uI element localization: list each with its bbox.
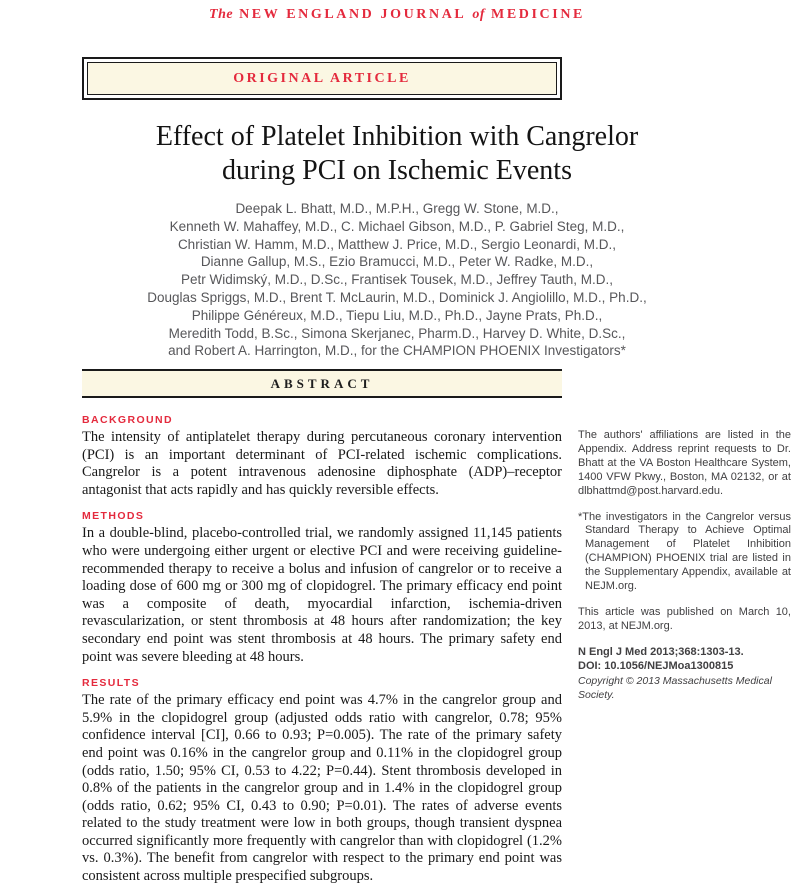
masthead-the: The <box>209 7 234 22</box>
original-article-banner <box>82 57 562 100</box>
author-line: Christian W. Hamm, M.D., Matthew J. Price, M.D., Sergio Leonardi, M.D., <box>177 236 617 252</box>
section-results <box>82 677 562 886</box>
article-title-line1: Effect of Platelet Inhibition with Cangrelor <box>155 121 639 152</box>
doi-line: DOI: 10.1056/NEJMoa1300815 <box>578 659 734 672</box>
original-article-label: ORIGINAL ARTICLE <box>87 62 557 95</box>
section-body-background: The intensity of antiplatelet therapy during percutaneous coronary intervention (PCI) is an important determinant of PCI-related ischemic complications. Cangrelor is a potent intravenous adenosine diphosphate (ADP)–receptor antagonist that acts rapidly and has quickly reversible effects. <box>82 429 562 498</box>
author-line: Douglas Spriggs, M.D., Brent T. McLaurin, M.D., Dominick J. Angiolillo, M.D., Ph.D., <box>147 289 647 305</box>
masthead-of: of <box>472 7 486 22</box>
sidebar-notes <box>578 429 791 702</box>
published-note: This article was published on March 10, 2013, at NEJM.org. <box>578 605 791 632</box>
copyright-line: Copyright © 2013 Massachusetts Medical Society. <box>578 674 772 701</box>
author-line: Philippe Généreux, M.D., Tiepu Liu, M.D., Ph.D., Jayne Prats, Ph.D., <box>191 307 603 323</box>
author-line: Deepak L. Bhatt, M.D., M.P.H., Gregg W. Stone, M.D., <box>235 201 559 216</box>
abstract-column <box>82 414 562 890</box>
author-line: Petr Widimský, M.D., D.Sc., Frantisek Tousek, M.D., Jeffrey Tauth, M.D., <box>180 272 614 288</box>
article-title-line2: during PCI on Ischemic Events <box>222 155 572 186</box>
abstract-band: ABSTRACT <box>82 369 562 398</box>
section-body-methods: In a double-blind, placebo-controlled trial, we randomly assigned 11,145 patients who were undergoing either urgent or elective PCI and were receiving guideline-recommended therapy to receive a bolus and infusion of cangrelor or to receive a loading dose of 600 mg or 300 mg of clopidogrel. The primary efficacy end point was a composite of death, myocardial infarction, ischemia-driven revascularization, or stent thrombosis at 48 hours after randomization; the key secondary end point was stent thrombosis at 48 hours. The primary safety end point was severe bleeding at 48 hours. <box>82 525 562 665</box>
author-line: Kenneth W. Mahaffey, M.D., C. Michael Gibson, M.D., P. Gabriel Steg, M.D., <box>169 218 625 234</box>
author-line: and Robert A. Harrington, M.D., for the CHAMPION PHOENIX Investigators* <box>168 343 626 359</box>
investigators-note: *The investigators in the Cangrelor versus Standard Therapy to Achieve Optimal Management of Platelet Inhibition (CHAMPION) PHOENIX trial are listed in the Supplementary Appendix, available at NEJM.org. <box>578 510 791 593</box>
section-heading-background: BACKGROUND <box>82 414 173 426</box>
affiliations-note: The authors' affiliations are listed in the Appendix. Address reprint requests to Dr. Bhatt at the VA Boston Healthcare System, 1400 VFW Pkwy., Boston, MA 02132, or at dlbhattmd@post.harvard.edu. <box>578 429 791 497</box>
author-list <box>0 200 794 360</box>
section-background <box>82 414 562 499</box>
section-heading-methods: METHODS <box>82 510 145 523</box>
author-line: Meredith Todd, B.Sc., Simona Skerjanec, Pharm.D., Harvey D. White, D.Sc., <box>168 325 626 341</box>
journal-masthead <box>0 7 794 23</box>
masthead-part1: NEW ENGLAND JOURNAL <box>239 7 467 22</box>
article-title <box>0 120 794 188</box>
masthead-part2: MEDICINE <box>491 7 585 22</box>
author-line: Dianne Gallup, M.S., Ezio Bramucci, M.D., Peter W. Radke, M.D., <box>200 254 594 270</box>
section-heading-results: RESULTS <box>82 677 141 690</box>
citation-line: N Engl J Med 2013;368:1303-13. <box>578 645 744 658</box>
section-methods <box>82 510 562 666</box>
citation-block <box>578 646 791 703</box>
section-body-results: The rate of the primary efficacy end point was 4.7% in the cangrelor group and 5.9% in the clopidogrel group (adjusted odds ratio with cangrelor, 0.78; 95% confidence interval [CI], 0.66 to 0.93; P=0.005). The rate of the primary safety end point was 0.16% in the cangrelor group and 0.11% in the clopidogrel group (odds ratio, 1.50; 95% CI, 0.53 to 4.22; P=0.44). Stent thrombosis developed in 0.8% of the patients in the cangrelor group and in 1.4% in the clopidogrel group (odds ratio, 0.62; 95% CI, 0.43 to 0.90; P=0.01). The rates of adverse events related to the study treatment were low in both groups, though transient dyspnea occurred significantly more frequently with cangrelor than with clopidogrel (1.2% vs. 0.3%). The benefit from cangrelor with respect to the primary end point was consistent across multiple prespecified subgroups. <box>82 692 562 885</box>
